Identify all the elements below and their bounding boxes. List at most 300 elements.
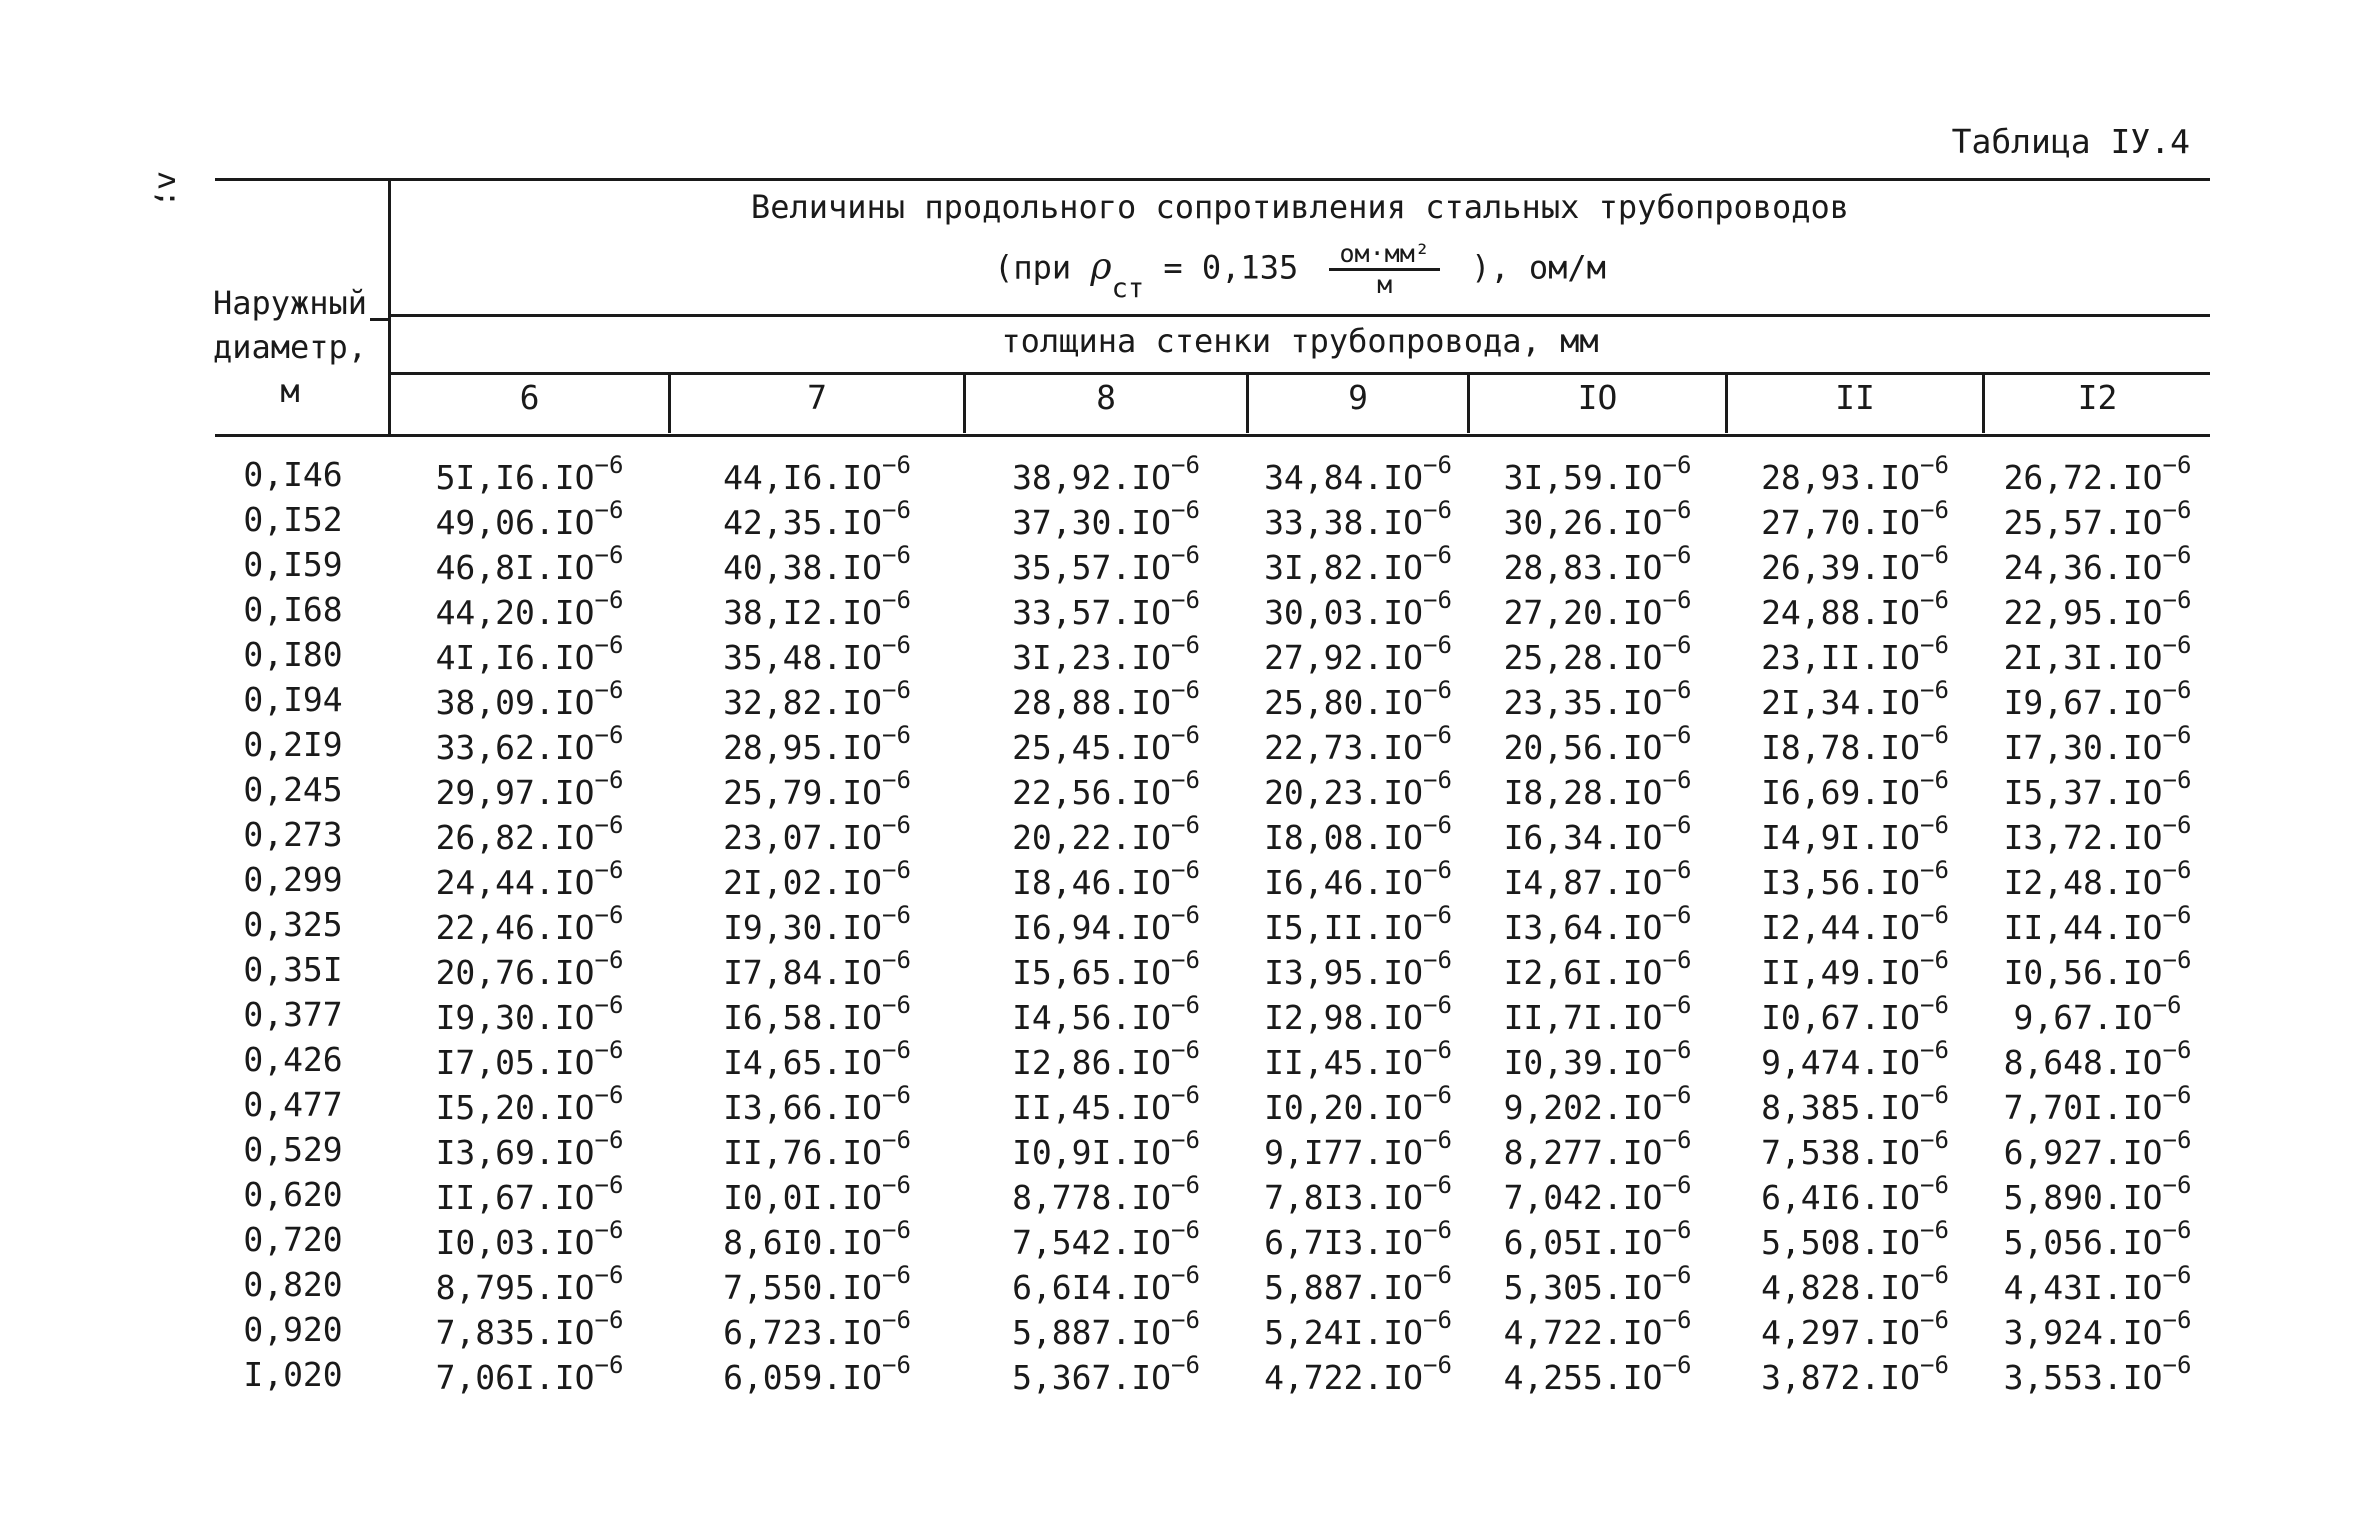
table-cell [1470,1126,1725,1172]
table-cell [1249,1081,1467,1127]
cell-mantissa: 22,95.IO [2003,593,2163,632]
row-diameter: I,020 [243,1355,343,1394]
cell-mantissa: I2,98.IO [1264,998,1424,1037]
cell-mantissa: 7,06I.IO [435,1358,595,1397]
cell-exponent: −6 [1423,1216,1452,1244]
cell-mantissa: I6,34.IO [1503,818,1663,857]
table-cell [391,946,668,992]
table-cell [1985,451,2210,497]
table-cell [1728,541,1982,587]
table-cell [1470,946,1725,992]
cell-exponent: −6 [1662,1126,1692,1154]
table-cell [1470,721,1725,767]
table-cell [1728,451,1982,497]
cell-exponent: −6 [594,451,624,479]
cell-mantissa: II,7I.IO [1503,998,1663,1037]
cell-exponent: −6 [594,811,624,839]
cell-mantissa: 28,88.IO [1012,683,1172,722]
table-cell [1249,1261,1467,1307]
stub-header-line-3: м [280,372,300,410]
cell-exponent: −6 [1423,451,1452,479]
cell-mantissa: 27,20.IO [1503,593,1663,632]
cell-mantissa: I3,56.IO [1761,863,1921,902]
cell-mantissa: 20,76.IO [435,953,595,992]
cell-mantissa: 3,553.IO [2003,1358,2163,1397]
table-cell [391,1036,668,1082]
cell-mantissa: 4,722.IO [1503,1313,1663,1352]
cell-exponent: −6 [1171,1351,1200,1379]
cell-mantissa: II,67.IO [435,1178,595,1217]
col-head-11: II [1835,378,1875,417]
table-cell [391,1216,668,1262]
table-cell [1728,1036,1982,1082]
table-cell [1985,1261,2210,1307]
table-cell [966,721,1246,767]
cell-exponent: −6 [1423,811,1452,839]
cell-mantissa: I2,44.IO [1761,908,1921,947]
table-cell [1728,946,1982,992]
cell-exponent: −6 [1920,586,1949,614]
cell-mantissa: II,45.IO [1012,1088,1172,1127]
table-cell [671,1306,963,1352]
col-head-7: 7 [807,378,827,417]
cell-mantissa: 25,80.IO [1264,683,1424,722]
table-cell [1249,1216,1467,1262]
table-cell [1985,1306,2210,1352]
top-rule [215,178,2210,181]
cell-exponent: −6 [1662,496,1692,524]
table-cell [671,1216,963,1262]
cell-exponent: −6 [2152,991,2182,1019]
cell-exponent: −6 [1662,721,1692,749]
table-cell [966,541,1246,587]
table-cell [1985,901,2210,947]
cell-mantissa: 4,828.IO [1761,1268,1921,1307]
cell-exponent: −6 [594,676,624,704]
cell-exponent: −6 [1920,1216,1949,1244]
cell-exponent: −6 [2162,1351,2192,1379]
cell-mantissa: I3,69.IO [435,1133,595,1172]
cell-mantissa: 6,059.IO [723,1358,883,1397]
cell-exponent: −6 [882,1351,911,1379]
cell-exponent: −6 [594,1351,624,1379]
table-cell [966,1306,1246,1352]
row-diameter: 0,245 [243,770,343,809]
table-cell [1985,1126,2210,1172]
table-cell [1728,766,1982,812]
cell-exponent: −6 [1920,1081,1949,1109]
cell-mantissa: 7,542.IO [1012,1223,1172,1262]
cell-exponent: −6 [882,1216,911,1244]
table-cell [1985,991,2210,1037]
table-cell [671,991,963,1037]
table-cell [1985,766,2210,812]
cell-mantissa: II,76.IO [723,1133,883,1172]
cell-mantissa: 6,6I4.IO [1012,1268,1172,1307]
cell-mantissa: 30,26.IO [1503,503,1663,542]
table-cell [1985,541,2210,587]
cell-exponent: −6 [882,1261,911,1289]
cell-mantissa: 5,367.IO [1012,1358,1172,1397]
table-cell [391,451,668,497]
cell-exponent: −6 [1920,1261,1949,1289]
row-diameter: 0,529 [243,1130,343,1169]
cell-mantissa: 2I,3I.IO [2003,638,2163,677]
cell-exponent: −6 [2162,766,2192,794]
table-cell [1985,811,2210,857]
cell-exponent: −6 [1171,496,1200,524]
row-diameter: 0,820 [243,1265,343,1304]
table-cell [1470,766,1725,812]
table-cell [671,1081,963,1127]
cell-mantissa: 37,30.IO [1012,503,1172,542]
cell-exponent: −6 [594,631,624,659]
cell-exponent: −6 [1423,496,1452,524]
cell-exponent: −6 [1662,676,1692,704]
cell-mantissa: 35,57.IO [1012,548,1172,587]
cell-exponent: −6 [1171,721,1200,749]
table-cell [1985,676,2210,722]
cell-exponent: −6 [594,1306,624,1334]
cell-exponent: −6 [1920,1306,1949,1334]
table-cell [966,1351,1246,1397]
cell-mantissa: I3,66.IO [723,1088,883,1127]
cell-exponent: −6 [1171,586,1200,614]
table-cell [966,1036,1246,1082]
cell-mantissa: 4,43I.IO [2003,1268,2163,1307]
cell-exponent: −6 [882,991,911,1019]
cell-exponent: −6 [1423,1036,1452,1064]
table-cell [1728,811,1982,857]
cell-exponent: −6 [1662,451,1692,479]
table-cell [1470,901,1725,947]
cell-mantissa: I7,05.IO [435,1043,595,1082]
table-cell [1470,676,1725,722]
cell-mantissa: 38,09.IO [435,683,595,722]
cell-mantissa: 20,56.IO [1503,728,1663,767]
table-cell [966,1261,1246,1307]
cell-mantissa: I5,II.IO [1264,908,1424,947]
cell-exponent: −6 [2162,541,2192,569]
cell-exponent: −6 [594,541,624,569]
col-head-12: I2 [2077,378,2118,417]
cell-exponent: −6 [882,586,911,614]
cell-mantissa: 28,83.IO [1503,548,1663,587]
cell-exponent: −6 [1662,811,1692,839]
cell-exponent: −6 [882,1126,911,1154]
cell-mantissa: 6,723.IO [723,1313,883,1352]
cell-exponent: −6 [1920,721,1949,749]
cell-mantissa: 23,07.IO [723,818,883,857]
table-cell [1985,721,2210,767]
cell-mantissa: 28,93.IO [1761,458,1921,497]
cell-exponent: −6 [594,991,624,1019]
cell-mantissa: 49,06.IO [435,503,595,542]
row-diameter: 0,I59 [243,545,343,584]
rho-symbol: ρ [1090,246,1112,288]
cell-mantissa: I6,46.IO [1264,863,1424,902]
cell-mantissa: I5,65.IO [1012,953,1172,992]
cell-mantissa: 26,72.IO [2003,458,2163,497]
table-cell [1249,1351,1467,1397]
cell-exponent: −6 [1920,631,1949,659]
cell-mantissa: I7,84.IO [723,953,883,992]
cell-mantissa: 5,887.IO [1012,1313,1172,1352]
table-cell [1249,586,1467,632]
table-cell [1728,1306,1982,1352]
cell-mantissa: I6,94.IO [1012,908,1172,947]
table-cell [1985,1036,2210,1082]
cell-mantissa: 5,887.IO [1264,1268,1424,1307]
cell-mantissa: 20,23.IO [1264,773,1424,812]
table-cell [1728,586,1982,632]
cell-exponent: −6 [2162,586,2192,614]
table-cell [391,496,668,542]
stub-header-line-2: диаметр, [212,328,368,366]
cell-exponent: −6 [1423,1351,1452,1379]
cell-exponent: −6 [882,946,911,974]
cell-exponent: −6 [2162,856,2192,884]
cell-exponent: −6 [1423,586,1452,614]
table-cell [1470,451,1725,497]
cell-exponent: −6 [2162,1306,2192,1334]
table-cell [391,811,668,857]
cell-mantissa: I5,37.IO [2003,773,2163,812]
cell-mantissa: 26,82.IO [435,818,595,857]
cell-exponent: −6 [882,496,911,524]
cell-mantissa: 20,22.IO [1012,818,1172,857]
cell-exponent: −6 [2162,496,2192,524]
cell-exponent: −6 [1423,946,1452,974]
cell-exponent: −6 [594,1216,624,1244]
cell-mantissa: I0,03.IO [435,1223,595,1262]
table-cell [1728,1171,1982,1217]
table-cell [1470,631,1725,677]
cell-exponent: −6 [1423,901,1452,929]
table-cell [671,1171,963,1217]
table-cell [966,451,1246,497]
cell-mantissa: I8,46.IO [1012,863,1172,902]
cell-exponent: −6 [1171,451,1200,479]
table-cell [391,1171,668,1217]
table-cell [391,1351,668,1397]
cell-mantissa: 4,722.IO [1264,1358,1424,1397]
cell-exponent: −6 [1662,901,1692,929]
cell-mantissa: 22,56.IO [1012,773,1172,812]
unit-fraction [1329,240,1439,299]
cell-mantissa: 8,795.IO [435,1268,595,1307]
cell-exponent: −6 [1920,811,1949,839]
header-mid-rule [388,314,2210,317]
cell-mantissa: II,44.IO [2003,908,2163,947]
table-cell [1249,721,1467,767]
cell-mantissa: 2I,34.IO [1761,683,1921,722]
table-cell [671,631,963,677]
table-cell [391,586,668,632]
table-cell [671,901,963,947]
cell-mantissa: 7,8I3.IO [1264,1178,1424,1217]
cell-mantissa: 8,6I0.IO [723,1223,883,1262]
table-cell [1470,1171,1725,1217]
table-cell [391,1261,668,1307]
table-cell [1728,991,1982,1037]
cell-mantissa: 33,57.IO [1012,593,1172,632]
cell-exponent: −6 [1662,856,1692,884]
cell-mantissa: I4,9I.IO [1761,818,1921,857]
table-cell [391,721,668,767]
cell-exponent: −6 [882,541,911,569]
cell-mantissa: 5,508.IO [1761,1223,1921,1262]
table-cell [1728,721,1982,767]
table-cell [671,676,963,722]
cell-exponent: −6 [1662,1216,1692,1244]
table-cell [1249,541,1467,587]
cell-exponent: −6 [1662,586,1692,614]
cell-mantissa: I0,20.IO [1264,1088,1424,1127]
cell-exponent: −6 [1171,1126,1200,1154]
table-cell [391,1306,668,1352]
row-diameter: 0,I68 [243,590,343,629]
cell-exponent: −6 [1920,1036,1949,1064]
cell-mantissa: 46,8I.IO [435,548,595,587]
cell-mantissa: I8,08.IO [1264,818,1424,857]
cell-exponent: −6 [1662,1261,1692,1289]
cell-exponent: −6 [882,1081,911,1109]
cell-exponent: −6 [1171,1036,1200,1064]
cell-exponent: −6 [1171,1306,1200,1334]
cell-exponent: −6 [1171,946,1200,974]
table-cell [1985,1351,2210,1397]
formula-suffix: ), ом/м [1471,248,1606,287]
cell-mantissa: I6,58.IO [723,998,883,1037]
col-head-10: IO [1577,378,1618,417]
cell-exponent: −6 [1920,1351,1949,1379]
cell-exponent: −6 [1423,1081,1452,1109]
cell-exponent: −6 [1171,1216,1200,1244]
cell-mantissa: 29,97.IO [435,773,595,812]
cell-mantissa: 44,20.IO [435,593,595,632]
table-cell [391,901,668,947]
cell-exponent: −6 [1920,946,1949,974]
table-cell [1249,1306,1467,1352]
cell-exponent: −6 [1662,1351,1692,1379]
cell-mantissa: I0,39.IO [1503,1043,1663,1082]
table-cell [1470,856,1725,902]
cell-exponent: −6 [2162,1216,2192,1244]
cell-mantissa: I4,65.IO [723,1043,883,1082]
cell-mantissa: 32,82.IO [723,683,883,722]
cell-mantissa: I4,56.IO [1012,998,1172,1037]
table-cell [966,1216,1246,1262]
cell-exponent: −6 [1920,1126,1949,1154]
cell-exponent: −6 [1662,991,1692,1019]
table-cell [671,1126,963,1172]
table-cell [671,586,963,632]
cell-mantissa: I3,64.IO [1503,908,1663,947]
table-cell [1249,811,1467,857]
table-cell [1728,496,1982,542]
row-diameter: 0,2I9 [243,725,343,764]
table-cell [1728,1261,1982,1307]
cell-mantissa: 26,39.IO [1761,548,1921,587]
table-cell [1470,991,1725,1037]
cell-exponent: −6 [1423,856,1452,884]
table-cell [1985,586,2210,632]
row-diameter: 0,I94 [243,680,343,719]
cell-exponent: −6 [1423,1171,1452,1199]
table-cell [1728,676,1982,722]
table-cell [1470,1216,1725,1262]
cell-mantissa: 2I,02.IO [723,863,883,902]
formula-subscript: ст [1111,272,1145,304]
table-cell [1728,901,1982,947]
cell-exponent: −6 [594,496,624,524]
cell-exponent: −6 [1662,1171,1692,1199]
table-cell [1728,1126,1982,1172]
table-cell [391,1126,668,1172]
cell-exponent: −6 [1171,1081,1200,1109]
cell-mantissa: 22,73.IO [1264,728,1424,767]
table-cell [671,811,963,857]
cell-exponent: −6 [1662,631,1692,659]
table-caption: Таблица IУ.4 [1951,122,2190,161]
cell-mantissa: I2,6I.IO [1503,953,1663,992]
cell-exponent: −6 [1423,1261,1452,1289]
cell-mantissa: 3,924.IO [2003,1313,2163,1352]
cell-mantissa: 23,35.IO [1503,683,1663,722]
formula-value: = 0,135 [1163,248,1299,287]
cell-mantissa: 33,38.IO [1264,503,1424,542]
row-diameter: 0,477 [243,1085,343,1124]
cell-exponent: −6 [2162,721,2192,749]
table-cell [391,1081,668,1127]
cell-exponent: −6 [594,856,624,884]
cell-mantissa: 7,042.IO [1503,1178,1663,1217]
table-cell [1249,946,1467,992]
cell-exponent: −6 [1920,766,1949,794]
stub-header-line-1: Наружный [212,284,368,322]
table-cell [966,991,1246,1037]
col-head-9: 9 [1348,378,1368,417]
cell-mantissa: I7,30.IO [2003,728,2163,767]
cell-exponent: −6 [1423,1306,1452,1334]
table-cell [1985,496,2210,542]
table-cell [1728,1216,1982,1262]
cell-mantissa: 4,255.IO [1503,1358,1663,1397]
cell-exponent: −6 [2162,946,2192,974]
formula-prefix: (при [994,248,1072,287]
cell-exponent: −6 [882,1036,911,1064]
table-cell [1470,1261,1725,1307]
cell-exponent: −6 [2162,631,2192,659]
table-cell [671,1036,963,1082]
table-cell [671,721,963,767]
cell-mantissa: 9,I77.IO [1264,1133,1424,1172]
cell-exponent: −6 [882,451,911,479]
cell-exponent: −6 [594,1036,624,1064]
cell-mantissa: I6,69.IO [1761,773,1921,812]
cell-mantissa: 9,202.IO [1503,1088,1663,1127]
table-cell [1985,1171,2210,1217]
table-cell [1470,1036,1725,1082]
cell-exponent: −6 [2162,1036,2192,1064]
cell-exponent: −6 [1171,811,1200,839]
cell-exponent: −6 [1171,1171,1200,1199]
table-cell [391,541,668,587]
cell-exponent: −6 [1920,496,1949,524]
cell-mantissa: 5I,I6.IO [435,458,595,497]
cell-mantissa: 6,927.IO [2003,1133,2163,1172]
